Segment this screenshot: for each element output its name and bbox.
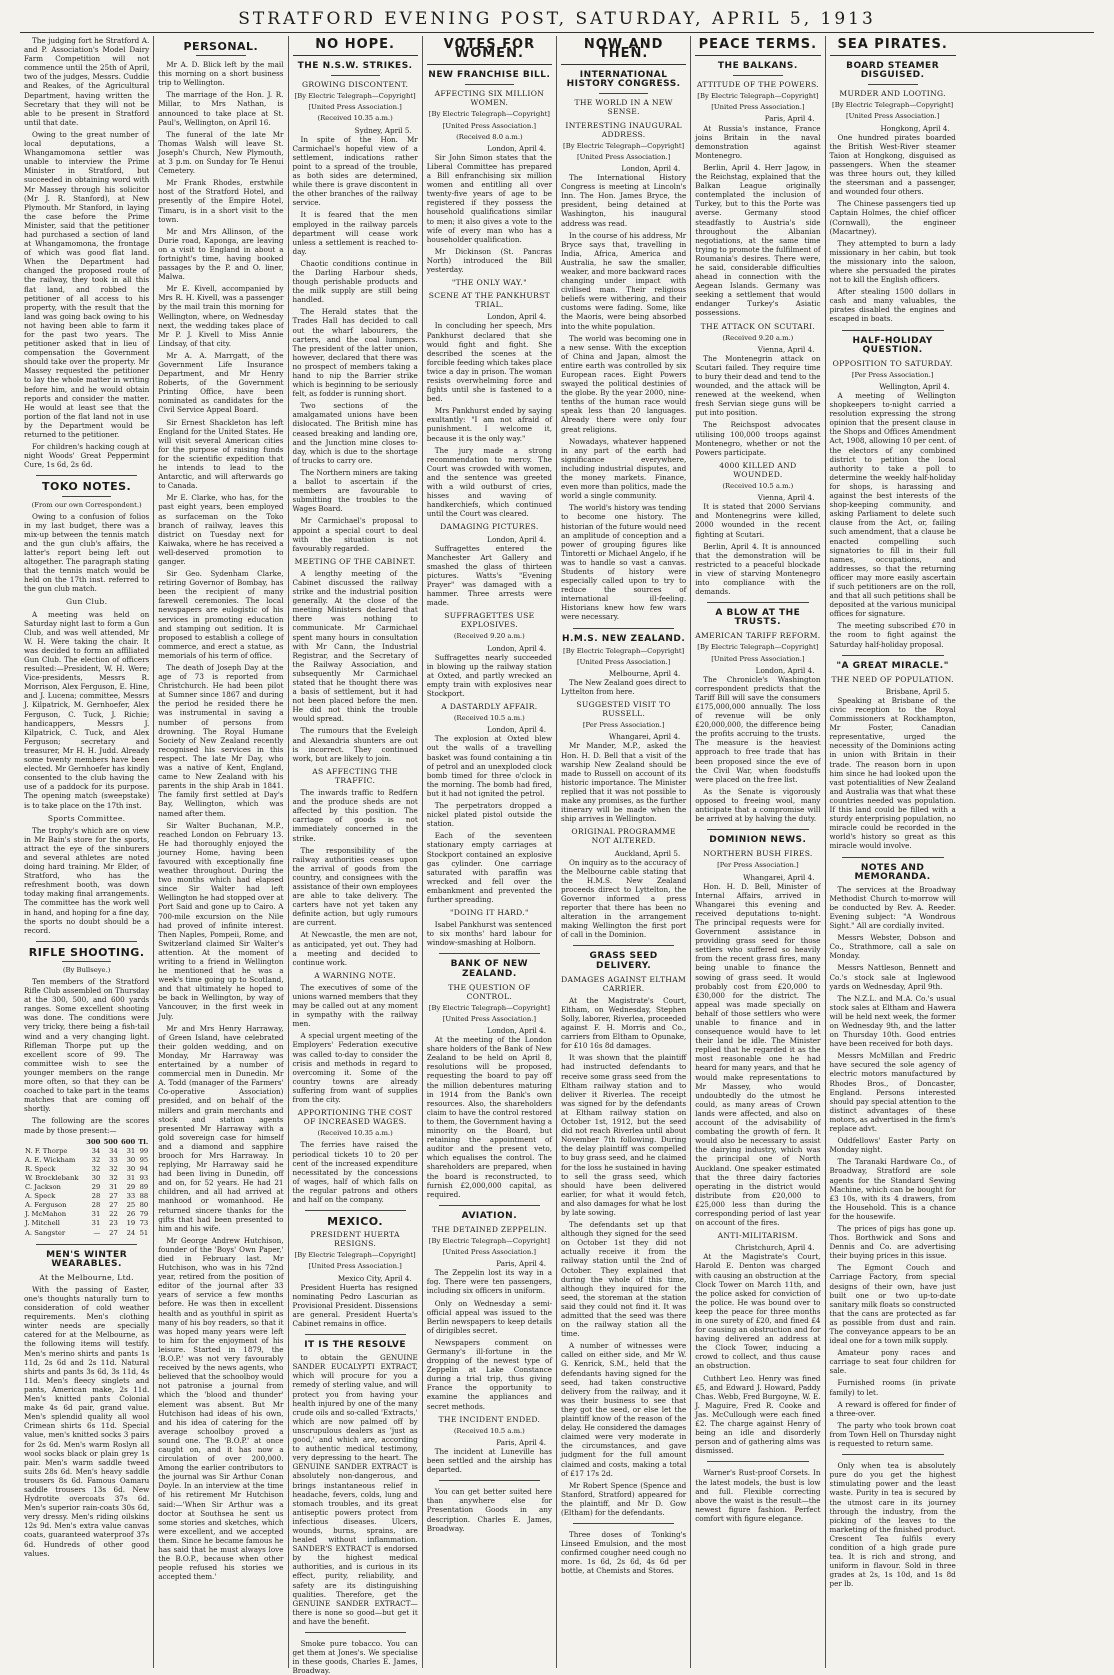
subheading: MEETING OF THE CABINET.: [294, 556, 416, 566]
article-paragraph: The Taranaki Hardware Co., of Broadway, Stratford are sole agents for the Standard Sewing Machine, which can be bought for £3 10s, with its 4 drawers, from the Household. This is a chance for the housewife.: [829, 1157, 956, 1221]
wire-credit: [By Electric Telegraph—Copyright]: [428, 1003, 550, 1012]
wire-credit: [By Electric Telegraph—Copyright]: [563, 141, 685, 150]
section-heading: MEN'S WINTER WEARABLES.: [46, 1249, 128, 1269]
article-paragraph: Berlin, April 4. Herr Jagow, in the Reichstag, explained that the Balkan League originally contemplated the inclusion of Turkey, but to this the Porte was averse. Germany stood steadfastly to Austria's side throughout the Albanian negotiations, at the same time trying to promote the fulfilment of Roumania's desires. There were, he said, considerable difficulties ahead in connection with the Aegean Islands. Germany was seeking a settlement that would endanger Turkey's Asiatic possessions.: [695, 162, 821, 318]
received-time: (Received 9.20 a.m.): [722, 333, 794, 342]
article-paragraph: Mr and Mrs Henry Harraway, of Green Island, have celebrated their golden wedding, and on Monday, Mr Harraway was entertained by a number of commercial men in Dunedin. Mr A. Todd (manager of the Farmers' Co-operative Association) presided, and on behalf of the millers and grain merchants and stock and station agents presented Mr Harraway with a gold sovereign case for himself and a diamond and sapphire brooch for Mrs Harraway. In replying, Mr Harraway said he had been living in Dunedin, off and on, for 52 years. He had 21 children, and all had arrived at manhood or womanhood. He returned sincere thanks for the gifts that had been presented to him and his wife.: [158, 1023, 284, 1233]
article-paragraph: Chaotic conditions continue in the Darling Harbour sheds, though perishable products and the milk supply are still being handled.: [292, 258, 418, 305]
article-paragraph: The perpetrators dropped a nickel plated pistol outside the station.: [426, 801, 552, 829]
section-heading: THE BALKANS.: [717, 61, 798, 72]
subheading: GROWING DISCONTENT.: [302, 80, 409, 90]
byline: (By Bullseye.): [62, 965, 111, 974]
advert-text: Smoke pure tobacco. You can get them at Jones's. We specialise in these goods, Charles E. James, Broadway.: [292, 1639, 418, 1675]
article-paragraph: Mr Dickinson (St. Pancras North) introduced the Bill yesterday.: [426, 246, 552, 274]
wire-credit: [United Press Association.]: [845, 112, 940, 121]
article-paragraph: Messrs McMillan and Fredric have secured the sole agency of electric motors manufactured by Rhodes Bros., of Doncaster, England. Persons interested should pay special attention to the distinct advantages of these motors, as advertised in the firm's replace advt.: [829, 1051, 956, 1134]
table-row: J. McMahon 31 22 26 79: [25, 1210, 149, 1219]
wire-credit: [United Press Association.]: [442, 121, 537, 130]
wire-credit: [United Press Association.]: [576, 152, 671, 161]
dateline: Sydney, April 5.: [354, 125, 412, 135]
article-paragraph: Mr Robert Spence (Spence and Stanford, Stratford) appeared for the plaintiff, and Mr D. Gow (Eltham) for the defendants.: [561, 1480, 687, 1517]
article-paragraph: A lengthy meeting of the Cabinet discussed the railway strike and the industrial position generally. At the close of the meeting Ministers declared that there was nothing to communicate. Mr Carmichael spent many hours in consultation with Mr Cann, the Industrial Registrar, and the Secretary of the Railway Association, and subsequently Mr Carmichael stated that he thought there was a basis of settlement, but it had not been placed before the men. He did not think the trouble would spread.: [292, 568, 418, 724]
section-heading: NOTES AND MEMORANDA.: [854, 862, 931, 882]
divider: [439, 953, 540, 954]
article-paragraph: In concluding her speech, Mrs Pankhurst declared that she would fight and fight. She described the scenes at the forcible feeding which takes place twice a day in prison. The woman resists overwhelming force and fights until she is fastened to a bed.: [426, 321, 552, 404]
wire-credit: [United Press Association.]: [442, 1014, 537, 1023]
subheading: ANTI-MILITARISM.: [717, 1231, 799, 1241]
section-heading: "A GREAT MIRACLE.": [836, 660, 949, 671]
article-paragraph: After stealing 1500 dollars in cash and many valuables, the pirates disabled the engines and escaped in boats.: [829, 287, 956, 324]
article-paragraph: Cuthbert Leo. Henry was fined £5, and Edward J. Howard, Paddy Chas. Webb, Fred Burgoyne, W. E. J. Maguire, Fred R. Cooke and Jas. McCullough were each fined £2. The charge against Henry of being an idle and disorderly person and of gathering alms was dismissed.: [695, 1373, 821, 1456]
dateline: Paris, April 4.: [764, 114, 815, 124]
table-row: A. Speck 28 27 33 88: [25, 1192, 149, 1201]
table-header-row: 300 500 600 Tl.: [86, 1137, 149, 1146]
dateline: Whangarei, April 4.: [608, 732, 681, 742]
article-paragraph: It is feared that the men employed in the railway parcels department will cease work unless a settlement is reached to-day.: [292, 210, 418, 256]
divider: [842, 1454, 944, 1455]
article-paragraph: Only on Wednesday a semi-official appeal was issued to the Berlin newspapers to keep details of dirigibles secret.: [426, 1298, 552, 1335]
dateline: Brisbane, April 5.: [885, 686, 950, 696]
article-paragraph: The rumours that the Eveleigh and Alexandria shunters are out is incorrect. They continued work, but are likely to join.: [292, 726, 418, 763]
wire-credit: [By Electric Telegraph—Copyright]: [294, 92, 416, 101]
table-row: A. Sangster — 27 24 51: [25, 1228, 149, 1237]
article-paragraph: Sir Geo. Sydenham Clarke, retiring Governor of Bombay, has been the recipient of many farewell ceremonies. The local newspapers are eulogistic of his services in promoting education and stamping out sedition. It is proposed to establish a college of commerce, and erect a statue, as memorials of his term of office.: [158, 569, 284, 660]
subheading: APPORTIONING THE COST OF INCREASED WAGES.: [297, 1108, 413, 1127]
divider: [573, 945, 674, 946]
article-paragraph: The jury made a strong recommendation to mercy. The Court was crowded with women, and the sentence was greeted with a wild outburst of cries, hisses and waving of handkerchiefs, which continued until the Court was cleared.: [426, 445, 552, 519]
article-paragraph: Sir Walter Buchanan, M.P., reached London on February 13. He had thoroughly enjoyed the journey Home, having been favoured with exceptionally fine weather throughout. During the two months which had elapsed since Sir Walter had left Wellington he had stopped over at Port Said and gone up to Cairo. A 700-mile excursion on the Nile had proved of infinite interest. Then Naples, Pompeii, Rome, and Switzerland claimed Sir Walter's attention. At the moment of writing to a friend in Wellington he mentioned that he was a week's time going up to Scotland, and that ultimately he hoped to be back in Wellington, by way of Vancouver, in the first week in July.: [158, 820, 284, 1021]
article-paragraph: Isabel Pankhurst was sentenced to six months' hard labour for window-smashing at Holborn.: [426, 920, 552, 948]
section-heading: NEW FRANCHISE BILL.: [428, 70, 551, 81]
divider: [573, 1523, 674, 1524]
subheading: THE QUESTION OF CONTROL.: [448, 982, 531, 1001]
wire-credit: [United Press Association.]: [308, 103, 402, 112]
article-paragraph: Hon. H. D. Bell, Minister of Internal Affairs, arrived in Whangarei this evening and received deputations to-night. The principal requests were for Government assistance in providing grass seed for those settlers who suffered so heavily from the recent grass fires, many being unable to finance the sowing of grass seed. It would probably cost from £20,000 to £30,000 for the district. The appeal was made specially on behalf of those settlers who were unable to finance and in consequence would have to let their land be idle. The Minister replied that he regarded it as the most reasonable one he had heard for many years, and that he would make representations to Mr Massey, who would undoubtedly do the utmost he could, as many areas of Crown lands were affected, and also on account of the advisability of combating the growth of fern. It would also be necessary to assist the dairying industry, which was the principal one of North Auckland. One speaker estimated that the three dairy factories operating in the district would distribute from £20,000 to £25,000 less than during the corresponding period of last year on account of the fires.: [695, 881, 821, 1228]
advert-text: Three doses of Tonking's Linseed Emulsion, and the most confirmed cougher need cough no more. 1s 6d, 2s 6d, 4s 6d per bottle, at Chemists and Stores.: [561, 1530, 687, 1576]
article-paragraph: The New Zealand goes direct to Lyttelton from here.: [561, 677, 687, 696]
dateline: Paris, April 4.: [496, 1437, 546, 1447]
newspaper-columns: [20, 36, 1094, 1675]
subheading: PRESIDENT HUERTA RESIGNS.: [310, 1230, 400, 1249]
subheading: THE NEED OF POPULATION.: [831, 674, 954, 684]
article-paragraph: The N.Z.L. and M.A. Co.'s usual stock sales at Eltham and Hawera will be held next week, the former on Wednesday 9th, and the latter on Thursday 10th. Good entries have been received for both days.: [829, 993, 956, 1049]
divider: [707, 829, 808, 830]
subheading: THE DETAINED ZEPPELIN.: [431, 1224, 547, 1234]
article-paragraph: Two sections of the amalgamated unions have been dislocated. The British mine has ceased breaking and landing ore, and the Junction mine closes to-day, which is due to the shortage of trucks to carry ore.: [292, 401, 418, 465]
article-paragraph: The Zeppelin lost its way in a fog. There were ten passengers, including six officers in uniform.: [426, 1268, 552, 1296]
column-6: [691, 36, 825, 1668]
dateline: London, April 4.: [487, 534, 546, 544]
article-paragraph: In the course of his address, Mr Bryce says that, travelling in India, Africa, America and Australia, he saw the smaller, weaker, and more backward races changing under impact with civilised man. Their religious beliefs were withering, and their customs were fading. Some, like the Maoris, were being absorbed into the white population.: [561, 230, 687, 331]
divider: [573, 628, 674, 629]
received-time: (Received 10.35 a.m.): [317, 1129, 393, 1138]
article-paragraph: Mr E. Clarke, who has, for the past eight years, been employed as surfaceman on the Toko branch of railway, leaves this district on Tuesday next for Kaiwaka, where he has received a well-deserved promotion to ganger.: [158, 493, 284, 566]
table-row: C. Jackson 29 31 29 89: [25, 1183, 149, 1192]
section-heading: PERSONAL.: [183, 40, 259, 53]
subheading: DAMAGES AGAINST ELTHAM CARRIER.: [561, 974, 687, 993]
dateline: London, April 4.: [755, 665, 815, 675]
article-paragraph: Amateur pony races and carriage to seat four children for sale.: [829, 1348, 956, 1376]
subheading: A WARNING NOTE.: [314, 970, 396, 980]
dateline: Mexico City, April 4.: [337, 1273, 412, 1283]
article-paragraph: The meeting subscribed £70 in the room to fight against the Saturday half-holiday proposal.: [829, 621, 956, 649]
dateline: Vienna, April 4.: [757, 493, 815, 503]
divider: [465, 84, 514, 85]
article-paragraph: The explosion at Oxted blew out the walls of a travelling basket was found containing a tin of petrol and an unexploded clock bomb timed for three o'clock in the morning. The bomb had fired, but it had not ignited the petrol.: [426, 734, 552, 798]
dateline: Hongkong, April 4.: [880, 123, 950, 133]
article-paragraph: Owing to the great number of local deputations, a Whangamomona settler was unable to interview the Prime Minister in Stratford, but succeeded in obtaining word with Mr Massey through his solicitor (Mr J. R. Stanford), at New Plymouth. Mr Stanford, in laying the case before the Prime Minister, said that the petitioner had purchased a section of land at Whangamomona, the frontage of which was good flat land. When the Department had changed the proposed route of the railway, they took in all this flat land, and robbed the petitioner of all access to his property, with the result that the land was going back owing to his not having been able to farm it for the past two years. The petitioner asked that in lieu of compensation the Government should take over the property. Mr Massey requested the petitioner to lay the whole matter in writing before him, and he would obtain reports and consider the matter. He would at least see that the portion of the flat land not in use by the Department would be returned to the petitioner.: [24, 129, 150, 440]
received-time: (Received 10.5 a.m.): [453, 1426, 525, 1435]
subheading: OPPOSITION TO SATURDAY.: [832, 358, 953, 368]
divider: [439, 1205, 540, 1206]
article-paragraph: Mr and Mrs Allinson, of the Durie road, Kaponga, are leaving on a visit to England in about a fortnight's time, having booked passages by the P. and O. liner, Malwa.: [158, 226, 284, 282]
section-heading: MEXICO.: [327, 1215, 384, 1229]
column-1: [20, 36, 154, 1668]
page-number-right: [1054, 29, 1094, 32]
page-number-left: [20, 29, 60, 32]
advert-text: Warner's Rust-proof Corsets. In the latest models, the bust is low and full. Flexible correcting above the waist is the result—the newest figure fashion. Perfect comfort with figure elegance.: [695, 1468, 821, 1523]
divider: [842, 330, 944, 331]
received-time: (Received 10.35 a.m.): [317, 114, 393, 123]
article-paragraph: The Chinese passengers tied up Captain Holmes, the chief officer (Cornwall), the engineer (Macartney).: [829, 199, 956, 236]
article-paragraph: In spite of the Hon. Mr Carmichael's hopeful view of a settlement, indications rather point to a spread of the trouble, as both sides are determined, while there is grave discontent in the other branches of the railway service.: [292, 134, 418, 208]
banner-heading: SEA PIRATES.: [830, 36, 956, 56]
dateline: London, April 4.: [487, 312, 546, 322]
article-paragraph: As the Senate is vigorously opposed to freeing wool, many anticipate that a compromise will be arrived at by halving the duty.: [695, 786, 821, 824]
divider: [36, 941, 137, 942]
column-4: [423, 36, 557, 1668]
article-paragraph: The Herald states that the Trades Hall has decided to call out the wharf labourers, the carters, and the coal lumpers. The president of the latter union, however, declared that there was no prospect of members taking a hand to nip the Barrier strike which is beginning to be seriously felt, as fodder is running short.: [292, 307, 418, 399]
article-paragraph: Messrs Webster, Dobson and Co., Strathmore, call a sale on Monday.: [829, 933, 956, 961]
divider: [842, 857, 944, 858]
article-paragraph: The International History Congress is meeting at Lincoln's Inn. The Hon. James Bryce, the president, being detained at Washington, his inaugural address was read.: [561, 173, 687, 228]
article-paragraph: The services at the Broadway Methodist Church to-morrow will be conducted by Rev. A. Reeder. Evening subject: "A Wondrous Sight." All are cordially invited.: [829, 884, 956, 931]
dateline: Paris, April 4.: [496, 1259, 546, 1269]
article-paragraph: The Northern miners are taking a ballot to ascertain if the members are favourable to submitting the troubles to the Wages Board.: [292, 467, 418, 514]
article-paragraph: Each of the seventeen stationary empty carriages at Stockport contained an explosive gas cylinder. One carriage saturated with paraffin was wrecked and fell over the embankment and prevented the further spreading.: [426, 831, 552, 904]
subheading: "THE ONLY WAY.": [451, 278, 527, 288]
article-paragraph: At Newcastle, the men are not, as anticipated, yet out. They had a meeting and decided to continue work.: [292, 930, 418, 967]
subheading: AFFECTING SIX MILLION WOMEN.: [434, 89, 545, 108]
section-heading: BANK OF NEW ZEALAND.: [450, 959, 529, 979]
section-heading: INTERNATIONAL HISTORY CONGRESS.: [566, 70, 681, 90]
table-row: R. Speck 32 32 30 94: [25, 1164, 149, 1173]
article-paragraph: President Huerta has resigned nominating Pedro Lascurian as Provisional President. Dissensions are general. President Huerta's Cabinet remains in office.: [292, 1282, 418, 1328]
article-paragraph: A special urgent meeting of the Employers' Federation executive was called to-day to consider the crisis and methods in regard to overcoming it. Some of the country towns are already suffering from want of supplies from the city.: [292, 1031, 418, 1105]
received-time: (Received 10.5 a.m.): [722, 482, 794, 491]
divider: [707, 602, 808, 603]
subheading: ORIGINAL PROGRAMME NOT ALTERED.: [571, 827, 676, 846]
received-time: (Received 10.5 a.m.): [453, 714, 525, 723]
article-paragraph: The executives of some of the unions warned members that they may be called out at any moment in sympathy with the railway men.: [292, 982, 418, 1029]
article-paragraph: It is stated that 2000 Servians and Montenegrins were killed, 2000 wounded in the recent fighting at Scutari.: [695, 502, 821, 539]
subheading: SCENE AT THE PANKHURST TRIAL.: [428, 291, 550, 310]
article-paragraph: Mr E. Kivell, accompanied by Mrs R. H. Kivell, was a passenger by the mail train this morning for Wellington, where, on Wednesday next, the wedding takes place of Mr P. J. Kivell to Miss Annie Lindsay, of that city.: [158, 284, 284, 348]
dateline: Christchurch, April 4.: [735, 1243, 815, 1253]
article-paragraph: Ten members of the Stratford Rifle Club assembled on Thursday at the 300, 500, and 600 yards ranges. Some excellent shooting was done. The conditions were very tricky, there being a fish-tail wind and a very changing light. Rifleman Thorpe put up the excellent score of 99. The committee wish to see the younger members on the range more often, so that they can be coached to take part in the teams matches that are coming off shortly.: [24, 977, 150, 1114]
article-paragraph: For children's hacking cough at night Woods' Great Peppermint Cure, 1s 6d, 2s 6d.: [24, 442, 150, 470]
banner-heading: VOTES FOR WOMEN.: [427, 36, 552, 65]
table-row: A. Ferguson 28 27 25 80: [25, 1201, 149, 1210]
article-paragraph: A number of witnesses were called on either side, and Mr W. G. Kenrick, S.M., held that the defendants having signed for the seed, had taken constructive delivery from the railway, and it was their business to see that they got the seed, or else let the plaintiff know of the reason of the delay. He considered the damages claimed were very moderate in the circumstances, and gave judgment for the full amount claimed and costs, making a total of £17 17s 2d.: [561, 1341, 687, 1478]
subheading: 4000 KILLED AND WOUNDED.: [719, 460, 797, 479]
received-time: (Received 9.20 a.m.): [453, 632, 525, 641]
article-paragraph: With the passing of Easter, one's thoughts naturally turn to consideration of cold weather requirements. Men's clothing winter needs are specially catered for at the Melbourne, as the following items will testify. Men's merino shirts and pants 1s 11d, 2s 6d and 2s 11d. Natural shirts and pants 3s 6d, 3s 11d, 4s 11d. Men's fleecy singlets and pants, American make, 2s 11d. Men's knitted pants Colonial make 4s 6d pair, grand value. Men's splendid quality all wool Crimean shirts 6s 11d. Special value, men's knitted socks 3 pairs for 2s 6d. Men's warm Roslyn all wool socks black or plain grey 1s pair. Men's warm saddle tweed suits 28s 6d. Men's heavy saddle trousers 8s 6d. Famous Oamaru saddle trousers 13s 6d. New Hydrotite overcoats 37s 6d. Men's superior rain-coats 30s 6d, very dressy. Men's riding oilskins 12s 9d. Men's extra value canvas coats, guaranteed waterproof 37s 6d. Hundreds of other good values.: [24, 1284, 150, 1558]
divider: [707, 1461, 808, 1462]
wire-credit: [United Press Association.]: [711, 103, 805, 112]
byline: (From our own Correspondent.): [31, 500, 142, 509]
wire-credit: [United Press Association.]: [308, 1262, 402, 1271]
article-paragraph: Sir Ernest Shackleton has left England for the United States. He will visit several American cities for the purpose of raising funds for the scientific expedition that he intends to lead to the Antarctic, and will afterwards go to Canada.: [158, 417, 284, 491]
article-paragraph: At the Magistrate's Court, Harold E. Denton was charged with causing an obstruction at the Clock Tower on March 11th, and the police asked for conviction of the police. He was bound over to keep the peace for three months in one surety of £20, and fined £4 for causing an obstruction and for having delivered an address at the Clock Tower, inducing a crowd to collect, and thus cause an obstruction.: [695, 1252, 821, 1371]
masthead: [20, 4, 1094, 33]
wire-credit: [Per Press Association.]: [717, 861, 799, 870]
article-paragraph: The marriage of the Hon. J. R. Millar, to Mrs Nathan, is announced to take place at St. Paul's, Wellington, on April 16.: [158, 90, 284, 127]
table-row: W. Brocklebank 30 32 31 93: [25, 1173, 149, 1182]
subheading: At the Melbourne, Ltd.: [39, 1272, 134, 1282]
article-paragraph: The inwards traffic to Redfern and the produce sheds are not affected by this position. The carriage of goods is not immediately concerned in the strike.: [292, 788, 418, 843]
table-row: A. E. Wickham 32 33 30 95: [25, 1155, 149, 1164]
banner-heading: PEACE TERMS.: [695, 36, 820, 56]
dateline: London, April 4.: [621, 163, 681, 173]
dateline: Melbourne, April 4.: [608, 668, 681, 678]
banner-heading: NOW AND THEN.: [561, 36, 686, 65]
article-paragraph: Mr George Andrew Hutchison, founder of the 'Boys' Own Paper,' died in February last. Mr Hutchison, who was in his 72nd year, retired from the position of editor of the journal after 33 years of service a few months before. He was then in excellent health and as youthful in spirit as many of his boy readers, so that it was hoped many years were left to him for the enjoyment of his leisure. Started in 1879, the 'B.O.P.' was not very favourably received by the news agents, who believed that the schoolboy would not patronise a journal from which the 'blood and thunder' element was absent. But Mr Hutchison had ideas of his own, and his idea of catering for the average schoolboy proved a sound one. The 'B.O.P.' at once caught on, and it has now a circulation of over 200,000. Among the earlier contributors to the journal was Sir Arthur Conan Doyle. In an interview at the time of his retirement Mr Hutchison said:—'When Sir Arthur was a doctor at Southsea he sent us some stories and sketches, which were excellent, and we accepted them. Since he became famous he has said that he must always love the B.O.P., because when other people refused his stories we accepted them.': [158, 1235, 284, 1582]
article-paragraph: A meeting was held on Saturday night last to form a Gun Club, and was well attended, Mr W. H. Were taking the chair. It was decided to form an affiliated Gun Club. The election of officers resulted:—President, W. H. Were; Vice-presidents, Messrs R. Morrison, Alex Ferguson, E. Hine, and J. Lucena; committee, Messrs J. Kilpatrick, M. Gernhoefer, Alex Ferguson, C. Tuck, J. Richie; handicappers, Messrs J. Kilpatrick, C. Tuck, and Alex Ferguson; secretary and treasurer, Mr H. H. Judd. Already some twenty members have been elected. Mr Gernhoefer has kindly consented to the club having the use of a paddock for its purpose. The opening match (sweepstake) is to take place on the 17th inst.: [24, 609, 150, 810]
column-3: [289, 36, 423, 1675]
divider: [842, 655, 944, 656]
article-paragraph: Mr Carmichael's proposal to appoint a special court to deal with the situation is not favourably regarded.: [292, 516, 418, 553]
dateline: London, April 4.: [487, 1026, 546, 1035]
table-row: N. F. Thorpe 34 34 31 99: [25, 1146, 149, 1155]
divider: [305, 1334, 406, 1335]
article-paragraph: Messrs Nattleson, Bennett and Co.'s stock sale at Inglewood yards on Wednesday, April 9th.: [829, 963, 956, 991]
subheading: SUFFRAGETTES USE EXPLOSIVES.: [444, 611, 535, 630]
wire-credit: [United Press Association.]: [442, 1248, 537, 1257]
column-7: [826, 36, 960, 1668]
article-paragraph: The funeral of the late Mr Thomas Walsh will leave St. Joseph's Church, New Plymouth, at 3 p.m. on Sunday for Te Henui Cemetery.: [158, 129, 284, 176]
newspaper-title: STRATFORD EVENING POST, SATURDAY, APRIL 5, 1913: [238, 9, 876, 29]
column-5: [557, 36, 691, 1668]
section-heading: H.M.S. NEW ZEALAND.: [561, 633, 686, 644]
section-heading: BOARD STEAMER DISGUISED.: [846, 61, 940, 81]
article-paragraph: It was shown that the plaintiff had instructed defendants to receive some grass seed from the Eltham railway station and to deliver it Riverlea. The receipt was signed for by the defendants at Eltham railway station on October 1st, 1912, but the seed did not reach Riverlea until about November 7th following. During the delay plaintiff was compelled to buy grass seed, and he claimed for the loss he sustained in having to sell the grass seed, which should have been delivered earlier, for what it would fetch, and also damages for what he lost by late sowing.: [561, 1053, 687, 1217]
article-paragraph: Suffragettes entered the Manchester Art Gallery and smashed the glass of thirteen pictures. Watts's "Evening Prayer" was damaged with a hammer. Three arrests were made.: [426, 543, 552, 608]
advert-heading: IT IS THE RESOLVE: [304, 1340, 407, 1351]
wire-credit: [By Electric Telegraph—Copyright]: [428, 1236, 550, 1245]
subheading: MURDER AND LOOTING.: [839, 89, 946, 99]
article-paragraph: The incident at Luneville has been settled and the airship has departed.: [426, 1446, 552, 1475]
section-heading: DOMINION NEWS.: [709, 835, 807, 846]
article-paragraph: On inquiry as to the accuracy of the Melbourne cable stating that the H.M.S. New Zealand proceeds direct to Lyttelton, the Governor informed a press reporter that there has been no alteration in the arrangement making Wellington the first port of call in the Dominion.: [561, 857, 687, 940]
dateline: Wellington, April 4.: [879, 381, 950, 391]
subheading: ATTITUDE OF THE POWERS.: [696, 80, 819, 90]
subheading: SUGGESTED VISIT TO RUSSELL.: [576, 700, 671, 719]
section-heading: HALF-HOLIDAY QUESTION.: [852, 335, 933, 355]
article-paragraph: Sir John Simon states that the Liberal Committee has prepared a Bill enfranchising six million women and entitling all over twenty-five years of age to be registered if they possess the household qualifications similar to men; it also gives a vote to the wife of every man who has a householder qualification.: [426, 152, 552, 244]
section-heading: THE N.S.W. STRIKES.: [297, 61, 413, 72]
article-paragraph: The world was becoming one in a new sense. With the exception of China and Japan, almost the entire earth was controlled by six European races. Eight Powers swayed the political destinies of the globe. By the year 2000, nine-tenths of the human race would speak less than 20 languages. Already there were only four great religions.: [561, 333, 687, 434]
divider: [331, 75, 380, 76]
banner-heading: NO HOPE.: [293, 36, 418, 56]
wire-credit: [By Electric Telegraph—Copyright]: [697, 643, 819, 652]
article-paragraph: Nowadays, whatever happened in any part of the earth had significance everywhere, including industrial disputes, and the money markets. Finance, even more than politics, made the world a single community.: [561, 436, 687, 501]
article-paragraph: Mr Mander, M.P., asked the Hon. H. D. Bell that a visit of the warship New Zealand should be made to Russell on account of its historic importance. The Minister replied that it was not possible to make any promises, as the further itinerary will be made when the ship arrives in Wellington.: [561, 741, 687, 824]
subheading: AS AFFECTING THE TRAFFIC.: [312, 766, 398, 785]
wire-credit: [By Electric Telegraph—Copyright]: [832, 101, 954, 110]
divider: [733, 75, 782, 76]
divider: [36, 475, 137, 476]
divider: [868, 84, 918, 85]
article-paragraph: The Chronicle's Washington correspondent predicts that the Tariff Bill will save the consumers £175,000,000 annually. The loss of revenue will be only £20,000,000, the difference being the profits accruing to the trusts. The measure is the heaviest approach to free trade that has been proposed since the eve of the Civil War, when foodstuffs were placed on the free list.: [695, 674, 821, 784]
subheading: THE ATTACK ON SCUTARI.: [700, 321, 816, 331]
wire-credit: [United Press Association.]: [711, 654, 805, 663]
article-paragraph: The Montenegrin attack on Scutari failed. They require time to bury their dead and tend to the wounded, and the attack will be renewed at the weekend, when fresh Servian siege guns will be put into position.: [695, 353, 821, 418]
dateline: Auckland, April 5.: [614, 848, 681, 858]
divider: [439, 1480, 540, 1481]
article-paragraph: Mr Frank Rhodes, erstwhile host of the Stratford Hotel, and presently of the Empire Hotel, Timaru, is in a short visit to the town.: [158, 178, 284, 224]
divider: [599, 93, 648, 94]
article-paragraph: Speaking at Brisbane of the civic reception to the Royal Commissioners at Rockhampton, Mr Foster, Canadian representative, urged the necessity of the Dominions acting in union with Britain in their trade. The reason born in upon him since he had looked upon the vast potentialities of New Zealand and Australia was that what these countries needed was population. If this land could be filled with a sturdy enterprising population, no miracle could be recorded in the world's history so great as this miracle would involve.: [829, 695, 956, 851]
article-paragraph: At Russia's instance, France joins Britain in the naval demonstration against Montenegro.: [695, 123, 821, 160]
column-2: [154, 36, 288, 1668]
article-paragraph: The party who took brown coat from Town Hell on Thursday night is requested to return same.: [829, 1420, 956, 1449]
subheading: "DOING IT HARD.": [449, 908, 529, 918]
subheading: INTERESTING INAUGURAL ADDRESS.: [565, 120, 682, 139]
advert-text: Only when tea is absolutely pure do you get the highest stimulating power and the least waste. Purity in tea is secured by the utmost care in its journey through the industry, from the picking of the leaves to the marketing of the finished product. Crescent Tea fulfils every condition of a high grade pure tea. It is rich and strong, and uniform in flavour. Sold in three grades at 2s, 1s 10d, and 1s 8d per lb.: [829, 1461, 956, 1589]
article-paragraph: The death of Joseph Day at the age of 73 is reported from Christchurch. He had been pilot at Sumner since 1867 and during the period he resided there he was instrumental in saving a number of persons from drowning. The Royal Humane Society of New Zealand recently recognised his services in this respect. The late Mr Day, who was a native of Kent, England, came to New Zealand with his parents in the ship Arab in 1841. The family first settled at Day's Bay, Wellington, which was named after them.: [158, 663, 284, 818]
article-paragraph: Mrs Pankhurst ended by saying exultantly: "I am not afraid of punishment. I welcome it, because it is the only way.": [426, 406, 552, 443]
article-paragraph: At the Magistrate's Court, Eltham, on Wednesday, Stephen Solly, laborer, Riverlea, proceeded against F. H. Morris and Co., carriers from Eltham to Opunake, for £10 16s 8d damages.: [561, 995, 687, 1051]
wire-credit: [Per Press Association.]: [582, 721, 665, 730]
article-paragraph: The world's history was tending to become one history. The historian of the future would need an amplitude of conception and a power of grouping figures like Tintoretti or Michael Angelo, if he was to handle so vast a canvas. Students of history were especially called upon to try to reduce the sources of international ill-feeling. Historians knew how few wars were necessary.: [561, 503, 687, 622]
subheading: Gun Club.: [65, 597, 108, 607]
article-paragraph: A meeting of Wellington shopkeepers to-night carried a resolution expressing the strong opinion that the present clause in the Shops and Offices Amendment Act, 1908, allowing 10 per cent. of the electors of any combined district to petition the local authority to take a poll to determine the weekly half-holiday for shops, is harassing and against the best interests of the shop-keeping community, and asking Parliament to delete such clause from the Act, or, failing such amendment, that a clause be enacted compelling such signatories to fill in their full names, occupations, and addresses, so that the returning officer may more easily ascertain if such petitioners are on the roll, and that all such petitions shall be deposited at the various municipal offices for signature.: [829, 391, 956, 619]
section-heading: RIFLE SHOOTING.: [28, 945, 145, 959]
scores-table: [24, 1138, 149, 1238]
dateline: London, April 4.: [487, 725, 546, 735]
article-paragraph: The Reichspost advocates utilising 100,000 troops against Montenegro, whether or not the Powers participate.: [695, 420, 821, 457]
article-paragraph: One hundred pirates boarded the British West-River steamer Taion at Hongkong, disguised as passengers. When the steamer was three hours out, they killed the steersman and a passenger, and wounded four others.: [829, 132, 956, 197]
dateline: London, April 4.: [487, 143, 546, 153]
article-paragraph: The trophy's which are on view in Mr Bain's store for the sports, attract the eye of the sinburers and several athletes are noted doing hard training. Mr Elder, of Stratford, who has the refreshment booth, was down today making final arrangements. The committee has the work well in hand, and hoping for a fine day, the sports no doubt should be a record.: [24, 825, 150, 935]
article-paragraph: Furnished rooms (in private family) to let.: [829, 1378, 956, 1397]
article-paragraph: They attempted to burn a lady missionary in her cabin, but took the missionary into the saloon, where she persuaded the pirates not to kill the English officers.: [829, 238, 956, 285]
dateline: London, April 4.: [487, 643, 546, 653]
divider: [305, 1632, 406, 1633]
wire-credit: [By Electric Telegraph—Copyright]: [697, 92, 819, 101]
subheading: DAMAGING PICTURES.: [440, 522, 539, 532]
divider: [62, 961, 111, 962]
section-heading: AVIATION.: [461, 1210, 518, 1221]
section-heading: GRASS SEED DELIVERY.: [589, 951, 658, 971]
wire-credit: [Per Press Association.]: [851, 370, 934, 379]
article-paragraph: Mr A. D. Blick left by the mail this morning on a short business trip to Wellington.: [158, 60, 284, 88]
article-paragraph: Berlin, April 4. It is announced that the demonstration will be restricted to a peaceful blockade in view of starving Montenegro into compliance with the demands.: [695, 541, 821, 597]
divider: [62, 496, 111, 497]
wire-credit: [By Electric Telegraph—Copyright]: [294, 1251, 416, 1260]
subheading: Sports Committee.: [47, 813, 126, 823]
dateline: Vienna, April 4.: [757, 344, 815, 354]
subheading: THE WORLD IN A NEW SENSE.: [574, 98, 673, 117]
article-paragraph: Suffragettes nearly succeeded in blowing up the railway station at Oxted, and partly wrecked an empty train with explosives near Stockport.: [426, 652, 552, 698]
subheading: NORTHERN BUSH FIRES.: [703, 849, 813, 859]
wire-credit: [By Electric Telegraph—Copyright]: [563, 646, 685, 655]
section-heading: TOKO NOTES.: [42, 480, 132, 494]
article-paragraph: Owing to a confusion of folios in my last budget, there was a mix-up between the tennis match and the gun club's affairs, the latter's report being left out altogether. The paragraph stating that the tennis match would be held on the 17th inst. referred to the gun club match.: [24, 511, 150, 594]
article-paragraph: A reward is offered for finder of a three-over.: [829, 1399, 956, 1418]
advert-text: to obtain the GENUINE SANDER EUCALYPTI EXTRACT, which will procure for you a remedy of sterling value, and will protect you from having your health injured by one of the many crude oils and so-called 'Extracts,' which are now palmed off by unscrupulous dealers as 'just as good,' and which are, according to authentic medical testimony, very depressing to the heart. The GENUINE SANDER EXTRACT is absolutely non-dangerous, and brings instantaneous relief in headache, fevers, colds, lung and stomach troubles, and its great antiseptic powers protect from infectious diseases. Ulcers, wounds, burns, sprains, are healed without inflammation. SANDER'S EXTRACT is endorsed by the highest medical authorities, and is curious in its effect, purity, reliability, and safety are its distinguishing qualities. Therefore, get the GENUINE SANDER EXTRACT—there is none so good—but get it and have the benefit.: [292, 1353, 418, 1626]
advert-text: You can get better suited here than anywhere else for Presentation Goods in any description. Charles E. James, Broadway.: [426, 1487, 552, 1533]
subheading: THE INCIDENT ENDED.: [438, 1414, 541, 1424]
article-paragraph: Newspapers comment on Germany's ill-fortune in the dropping of the newest type of Zeppelin at Lake Constance during a trial trip, thus giving France the opportunity to examine the appliances and secret methods.: [426, 1337, 552, 1411]
article-paragraph: At the meeting of the London share holders of the Bank of New Zealand to be held on April 8, resolutions will be proposed, requesting the board to pay off the million debentures maturing in 1914 from the Bank's own resources. Also, the shareholders claim to have the control restored to them, the Government having a minority on the Board, but retaining the appointment of auditor and the present veto, which equalises the control. The shareholders are prepared, when the board is reconstructed, to furnish £2,000,000 capital, as required.: [426, 1035, 552, 1199]
received-time: (Received 8.0 a.m.): [456, 132, 523, 141]
article-paragraph: The responsibility of the railway authorities ceases upon the arrival of goods from the country, and consignees with the assistance of their own employees are able to take delivery. The carters have not yet taken any definite action, but ugly rumours are current.: [292, 845, 418, 928]
divider: [36, 1244, 137, 1245]
subheading: A DASTARDLY AFFAIR.: [441, 702, 538, 712]
article-paragraph: The Egmont Couch and Carriage Factory, from special designs of their own, have just built one or two up-to-date sanitary milk floats so constructed that the cans are protected as far as possible from dust and rain. The conveyance appears to be an ideal one for a town milk supply.: [829, 1263, 956, 1346]
article-paragraph: Mr A. A. Marrgatt, of the Government Life Insurance Department, and Mr Henry Roberts, of the Government Printing Office, have been nominated as candidates for the Civil Service Appeal Board.: [158, 350, 284, 415]
article-paragraph: The ferries have raised the periodical tickets 10 to 20 per cent of the increased expenditure necessitated by the concessions of wages, half of which falls on the regular patrons and others and half on the company.: [292, 1140, 418, 1204]
article-paragraph: The prices of pigs has gone up. Thos. Borthwick and Sons and Dennis and Co. are advertising their buying prices in this issue.: [829, 1223, 956, 1261]
table-row: J. Mitchell 31 23 19 73: [25, 1219, 149, 1228]
article-paragraph: The judging fort he Stratford A. and P. Association's Model Dairy Farm Competition will not commence until the 25th of April, two of the judges, Messrs. Cuddie and Reakes, of the Agricultural Department, having written the Secretary that they will not be able to be present in Stratford until that date.: [24, 36, 150, 127]
article-paragraph: The following are the scores made by those present:—: [24, 1116, 150, 1135]
divider: [305, 1210, 406, 1211]
wire-credit: [United Press Association.]: [576, 657, 671, 666]
article-paragraph: The defendants set up that although they signed for the seed on October 1st they did not actually receive it from the railway station until the 2nd of October. They explained that during the whole of this time, although they inquired for the seed, the storeman at the station said they could not find it. It was admitted that the seed was there on the railway station all the time.: [561, 1220, 687, 1339]
wire-credit: [By Electric Telegraph—Copyright]: [428, 110, 550, 119]
subheading: AMERICAN TARIFF REFORM.: [695, 631, 821, 641]
article-paragraph: Oddfellows' Easter Party on Monday night.: [829, 1136, 956, 1155]
dateline: Whangarei, April 4.: [743, 872, 815, 882]
section-heading: A BLOW AT THE TRUSTS.: [715, 608, 801, 628]
divider: [196, 55, 245, 56]
